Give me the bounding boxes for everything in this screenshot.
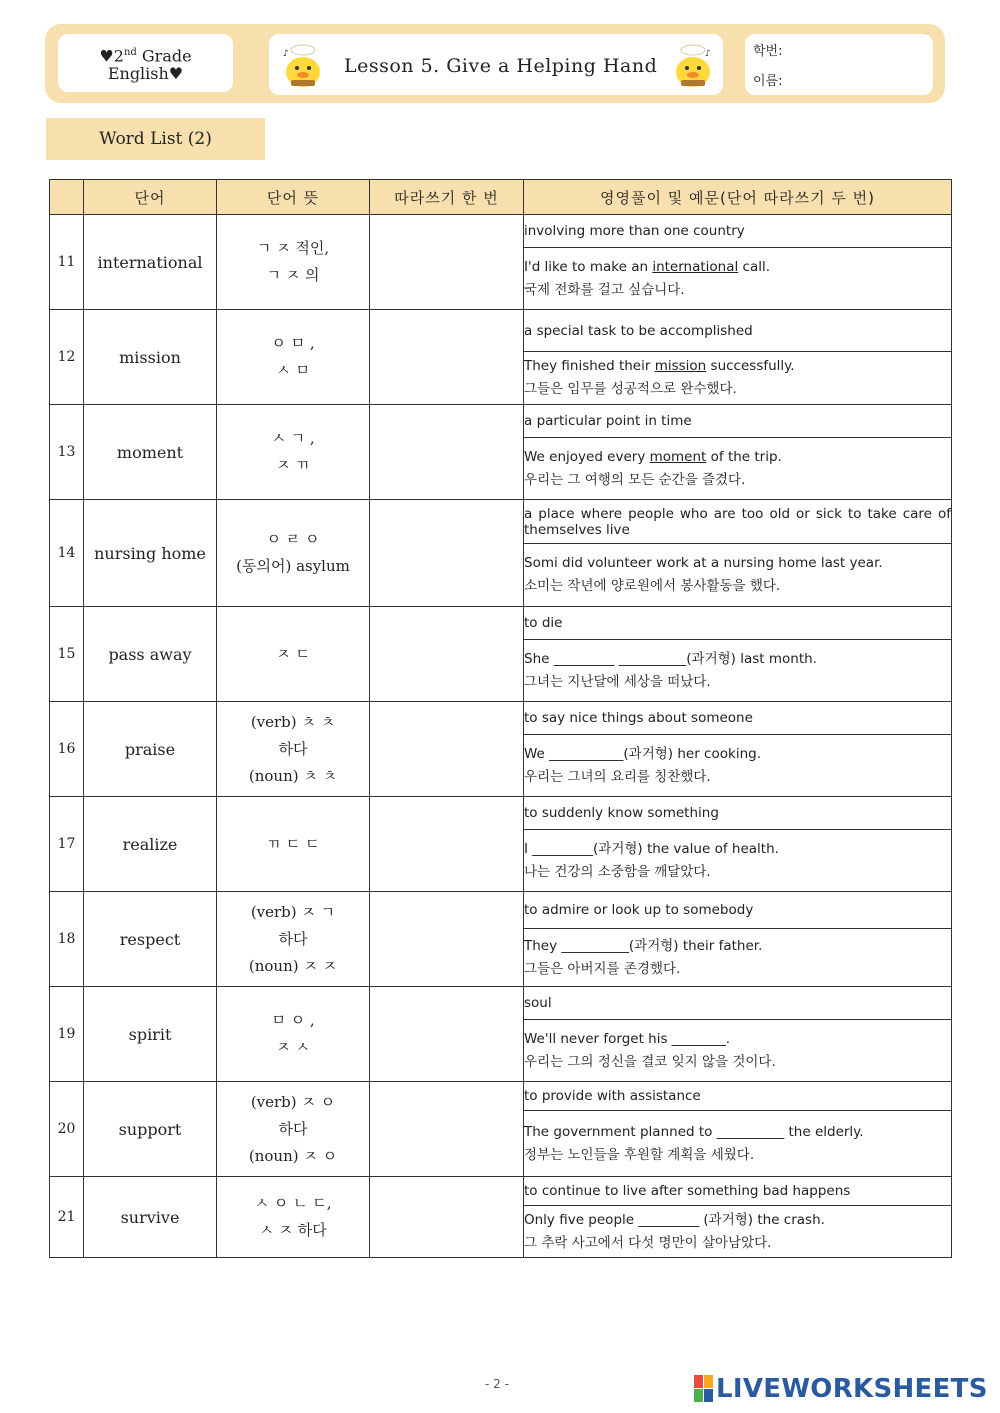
vocab-word: pass away [84, 607, 217, 702]
example-korean: 국제 전화를 걸고 싶습니다. [524, 281, 685, 298]
row-number: 20 [50, 1082, 84, 1177]
vocab-word: nursing home [84, 500, 217, 607]
example-target-word: international [652, 258, 739, 275]
meaning-line: ㅇ ㄹ ㅇ [266, 530, 320, 548]
meaning-line: ㄲ ㄷ ㄷ [266, 834, 320, 853]
vocab-word: spirit [84, 987, 217, 1082]
grade-line-1 [58, 44, 233, 65]
vocab-word: realize [84, 797, 217, 892]
row-number: 14 [50, 500, 84, 607]
example-sentence[interactable] [524, 929, 952, 987]
vocab-word: international [84, 215, 217, 310]
meaning-line: ㅅ ㅇ ㄴ ㄷ, [254, 1194, 332, 1212]
table-row [50, 405, 952, 438]
example-korean: 정부는 노인들을 후원할 계획을 세웠다. [524, 1146, 755, 1163]
row-number: 15 [50, 607, 84, 702]
row-number: 17 [50, 797, 84, 892]
copy-once-blank[interactable] [370, 797, 524, 892]
row-number: 11 [50, 215, 84, 310]
copy-once-blank[interactable] [370, 1177, 524, 1258]
vocab-word: mission [84, 310, 217, 405]
word-meaning-hint [217, 215, 370, 310]
example-sentence[interactable] [524, 438, 952, 500]
meaning-line: (verb) ㅈ ㄱ [250, 902, 336, 921]
meaning-line: (verb) ㅈ ㅇ [250, 1092, 336, 1111]
liveworksheets-brand: LIVEWORKSHEETS [716, 1374, 988, 1404]
word-meaning-hint [217, 797, 370, 892]
svg-text:♪: ♪ [705, 49, 711, 59]
header-copy-once: 따라쓰기 한 번 [370, 180, 524, 215]
duck-mascot-icon [671, 42, 715, 90]
example-text: I'd like to make an [524, 258, 653, 275]
example-korean: 그들은 아버지를 존경했다. [524, 960, 681, 977]
example-sentence[interactable] [524, 640, 952, 702]
example-sentence[interactable] [524, 1206, 952, 1258]
example-text: I _________(과거형) the value of health. [524, 840, 779, 857]
vocab-word: support [84, 1082, 217, 1177]
copy-once-blank[interactable] [370, 500, 524, 607]
meaning-line: ㅈ ㄲ [276, 456, 310, 474]
meaning-line: (noun) ㅈ ㅇ [248, 1146, 338, 1165]
vocab-word: praise [84, 702, 217, 797]
example-english [524, 355, 951, 378]
student-id-label[interactable]: 학번: [753, 44, 783, 59]
example-korean: 우리는 그 여행의 모든 순간을 즐겼다. [524, 471, 746, 488]
english-definition: to continue to live after something bad happens [524, 1177, 952, 1206]
lesson-title-box [269, 34, 723, 95]
example-text: successfully. [706, 358, 795, 374]
meaning-line: 하다 [278, 1119, 308, 1138]
english-definition: soul [524, 987, 952, 1020]
grade-suffix: Grade [136, 46, 192, 66]
example-text: call. [738, 258, 771, 275]
example-english [524, 552, 951, 575]
example-english [524, 935, 951, 958]
row-number: 18 [50, 892, 84, 987]
header-banner [45, 24, 945, 103]
example-sentence[interactable] [524, 735, 952, 797]
word-meaning-hint [217, 987, 370, 1082]
table-row [50, 607, 952, 640]
example-sentence[interactable] [524, 1111, 952, 1177]
meaning-line: ㄱ ㅈ 적인, [256, 239, 330, 257]
copy-once-blank[interactable] [370, 310, 524, 405]
table-row [50, 500, 952, 544]
example-sentence[interactable] [524, 1020, 952, 1082]
word-meaning-hint [217, 500, 370, 607]
word-meaning-hint [217, 892, 370, 987]
meaning-line: ㄱ ㅈ 의 [266, 266, 320, 284]
meaning-line: ㅅ ㄱ , [271, 429, 315, 447]
vocab-word: respect [84, 892, 217, 987]
example-target-word: mission [654, 358, 707, 374]
grade-ordinal: nd [123, 47, 137, 58]
word-meaning-hint [217, 310, 370, 405]
example-text: We'll never forget his ________. [524, 1030, 731, 1047]
example-text: of the trip. [706, 448, 782, 465]
meaning-line: (noun) ㅊ ㅊ [248, 766, 338, 785]
table-row [50, 1177, 952, 1206]
word-table [49, 179, 952, 1258]
meaning-line: ㅅ ㅈ 하다 [259, 1221, 327, 1239]
table-row [50, 215, 952, 248]
word-meaning-hint [217, 607, 370, 702]
meaning-line: ㅅ ㅁ [276, 361, 310, 379]
word-meaning-hint [217, 702, 370, 797]
example-korean: 우리는 그녀의 요리를 칭찬했다. [524, 768, 711, 785]
example-text: Somi did volunteer work at a nursing home last year. [524, 555, 883, 571]
table-row [50, 1082, 952, 1111]
copy-once-blank[interactable] [370, 702, 524, 797]
copy-once-blank[interactable] [370, 892, 524, 987]
copy-once-blank[interactable] [370, 987, 524, 1082]
meaning-line: ㅁ ㅇ , [271, 1011, 315, 1029]
table-row [50, 987, 952, 1020]
example-english [524, 1121, 951, 1144]
english-definition: a particular point in time [524, 405, 952, 438]
liveworksheets-badge-icon [694, 1375, 714, 1403]
meaning-line: 하다 [278, 739, 308, 758]
english-definition: involving more than one country [524, 215, 952, 248]
header-definition-example: 영영풀이 및 예문(단어 따라쓰기 두 번) [524, 180, 952, 215]
copy-once-blank[interactable] [370, 215, 524, 310]
copy-once-blank[interactable] [370, 405, 524, 500]
header-word: 단어 [84, 180, 217, 215]
english-definition: to provide with assistance [524, 1082, 952, 1111]
grade-line-2: English♥ [107, 64, 184, 84]
example-text: Only five people _________ (과거형) the crash. [524, 1211, 825, 1228]
example-text: The government planned to __________ the elderly. [524, 1123, 864, 1140]
duck-mascot-icon [281, 42, 325, 90]
row-number: 13 [50, 405, 84, 500]
meaning-line: (noun) ㅈ ㅈ [248, 956, 338, 975]
lesson-title: Lesson 5. Give a Helping Hand [344, 55, 658, 77]
vocab-word: survive [84, 1177, 217, 1258]
meaning-line: (동의어) asylum [236, 557, 350, 575]
example-korean: 우리는 그의 정신을 결코 잊지 않을 것이다. [524, 1053, 776, 1070]
example-korean: 나는 건강의 소중함을 깨달았다. [524, 863, 711, 880]
example-korean: 그들은 임무를 성공적으로 완수했다. [524, 381, 737, 397]
word-meaning-hint [217, 1177, 370, 1258]
example-english [524, 743, 951, 766]
example-korean: 그녀는 지난달에 세상을 떠났다. [524, 673, 711, 690]
row-number: 21 [50, 1177, 84, 1258]
vocab-word: moment [84, 405, 217, 500]
example-sentence[interactable] [524, 830, 952, 892]
grade-prefix: ♥2 [99, 46, 124, 66]
example-english [524, 648, 951, 671]
example-text: We ___________(과거형) her cooking. [524, 745, 761, 762]
english-definition: a place where people who are too old or sick to take care of themselves live [524, 500, 952, 544]
example-english [524, 1209, 951, 1232]
header-meaning: 단어 뜻 [217, 180, 370, 215]
name-label[interactable]: 이름: [753, 74, 783, 89]
example-sentence[interactable] [524, 248, 952, 310]
table-header-row [50, 180, 952, 215]
example-english [524, 446, 951, 469]
example-text: She _________ __________(과거형) last month. [524, 650, 817, 667]
english-definition: to die [524, 607, 952, 640]
grade-box [58, 34, 233, 92]
example-english [524, 838, 951, 861]
meaning-line: 하다 [278, 929, 308, 948]
row-number: 12 [50, 310, 84, 405]
example-target-word: moment [649, 448, 707, 465]
example-korean: 소미는 작년에 양로원에서 봉사활동을 했다. [524, 578, 781, 594]
table-row [50, 797, 952, 830]
copy-once-blank[interactable] [370, 607, 524, 702]
meaning-line: ㅇ ㅁ , [271, 334, 315, 352]
svg-text:♪: ♪ [283, 49, 289, 59]
english-definition: to suddenly know something [524, 797, 952, 830]
english-definition: a special task to be accomplished [524, 310, 952, 352]
table-row [50, 310, 952, 352]
table-row [50, 702, 952, 735]
meaning-line: ㅈ ㅅ [276, 1038, 310, 1056]
english-definition: to say nice things about someone [524, 702, 952, 735]
section-label: Word List (2) [46, 118, 265, 160]
table-row [50, 892, 952, 929]
example-sentence[interactable] [524, 352, 952, 405]
example-text: They finished their [524, 358, 655, 374]
page-number: - 2 - [485, 1377, 509, 1391]
word-meaning-hint [217, 405, 370, 500]
example-english [524, 256, 951, 279]
example-text: They __________(과거형) their father. [524, 937, 763, 954]
meaning-line: ㅈ ㄷ [276, 644, 310, 663]
row-number: 16 [50, 702, 84, 797]
header-number [50, 180, 84, 215]
row-number: 19 [50, 987, 84, 1082]
copy-once-blank[interactable] [370, 1082, 524, 1177]
word-meaning-hint [217, 1082, 370, 1177]
english-definition: to admire or look up to somebody [524, 892, 952, 929]
example-english [524, 1028, 951, 1051]
meaning-line: (verb) ㅊ ㅊ [250, 712, 336, 731]
example-sentence[interactable] [524, 544, 952, 607]
student-info-box [745, 34, 933, 95]
example-text: We enjoyed every [524, 448, 650, 465]
example-korean: 그 추락 사고에서 다섯 명만이 살아남았다. [524, 1234, 772, 1251]
